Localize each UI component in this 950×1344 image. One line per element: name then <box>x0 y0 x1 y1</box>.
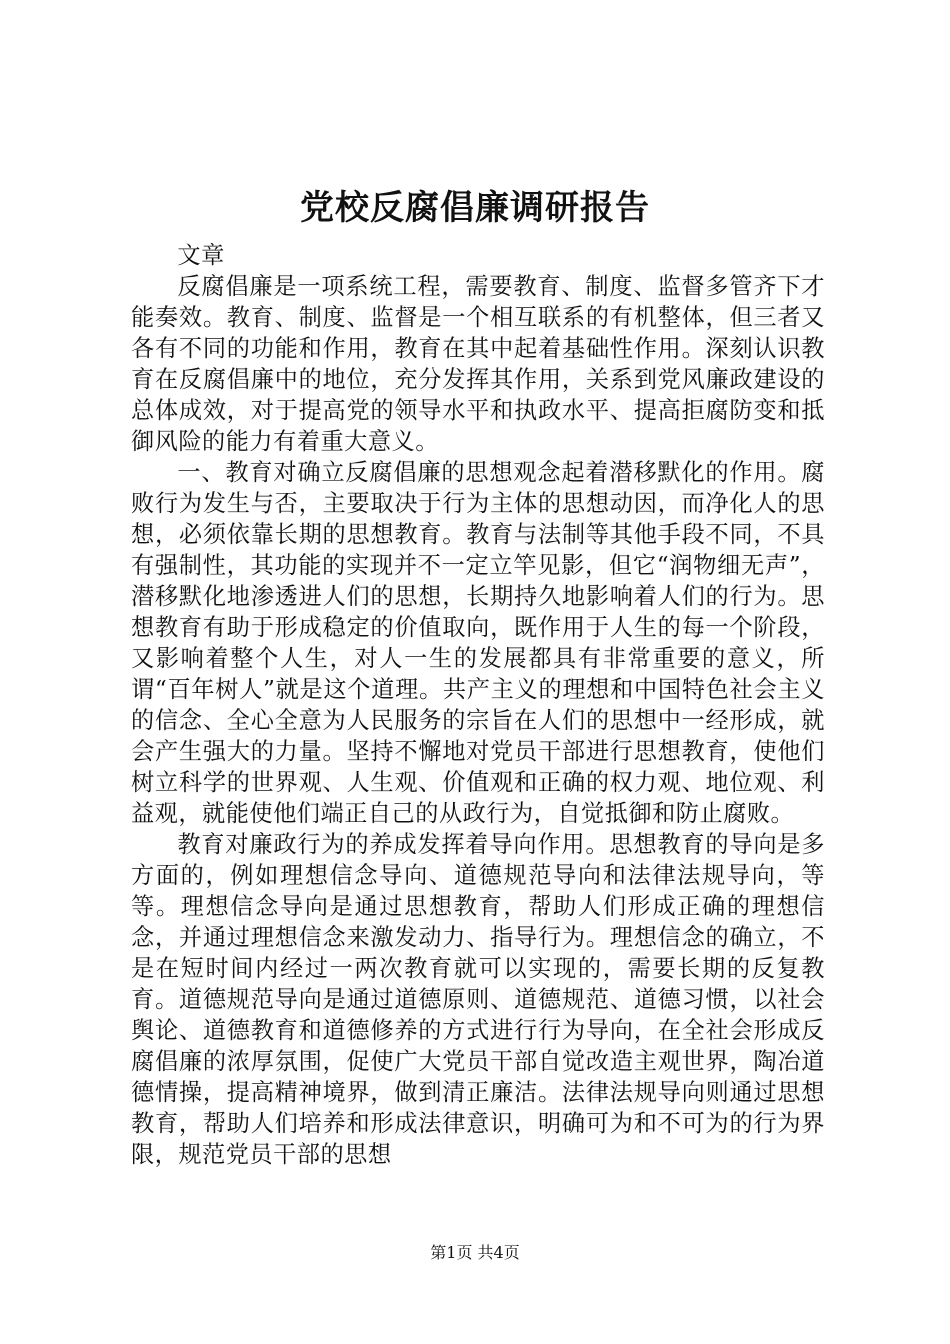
document-title: 党校反腐倡廉调研报告 <box>300 188 650 228</box>
paragraph-section-1: 一、教育对确立反腐倡廉的思想观念起着潜移默化的作用。腐败行为发生与否，主要取决于行为主体的思想动因，而净化人的思想，必须依靠长期的思想教育。教育与法制等其他手段不同，不具有强制性，其功能的实现并不一定立竿见影，但它“润物细无声”，潜移默化地渗透进人们的思想，长期持久地影响着人们的行为。思想教育有助于形成稳定的价值取向，既作用于人生的每一个阶段，又影响着整个人生，对人一生的发展都具有非常重要的意义，所谓“百年树人”就是这个道理。共产主义的理想和中国特色社会主义的信念、全心全意为人民服务的宗旨在人们的思想中一经形成，就会产生强大的力量。坚持不懈地对党员干部进行思想教育，使他们树立科学的世界观、人生观、价值观和正确的权力观、地位观、利益观，就能使他们端正自己的从政行为，自觉抵御和防止腐败。 <box>131 459 825 827</box>
document-body <box>131 240 825 1170</box>
paragraph-section-2: 教育对廉政行为的养成发挥着导向作用。思想教育的导向是多方面的，例如理想信念导向、道德规范导向和法律法规导向，等等。理想信念导向是通过思想教育，帮助人们形成正确的理想信念，并通过理想信念来激发动力、指导行为。理想信念的确立，不是在短时间内经过一两次教育就可以实现的，需要长期的反复教育。道德规范导向是通过道德原则、道德规范、道德习惯，以社会舆论、道德教育和道德修养的方式进行行为导向，在全社会形成反腐倡廉的浓厚氛围，促使广大党员干部自觉改造主观世界，陶冶道德情操，提高精神境界，做到清正廉洁。法律法规导向则通过思想教育，帮助人们培养和形成法律意识，明确可为和不可为的行为界限，规范党员干部的思想 <box>131 831 825 1168</box>
byline: 文章 <box>177 242 225 269</box>
page-footer: 第1页 共4页 <box>430 1243 520 1262</box>
paragraph-intro: 反腐倡廉是一项系统工程，需要教育、制度、监督多管齐下才能奏效。教育、制度、监督是一个相互联系的有机整体，但三者又各有不同的功能和作用，教育在其中起着基础性作用。深刻认识教育在反腐倡廉中的地位，充分发挥其作用，关系到党风廉政建设的总体成效，对于提高党的领导水平和执政水平、提高拒腐防变和抵御风险的能力有着重大意义。 <box>131 273 825 455</box>
